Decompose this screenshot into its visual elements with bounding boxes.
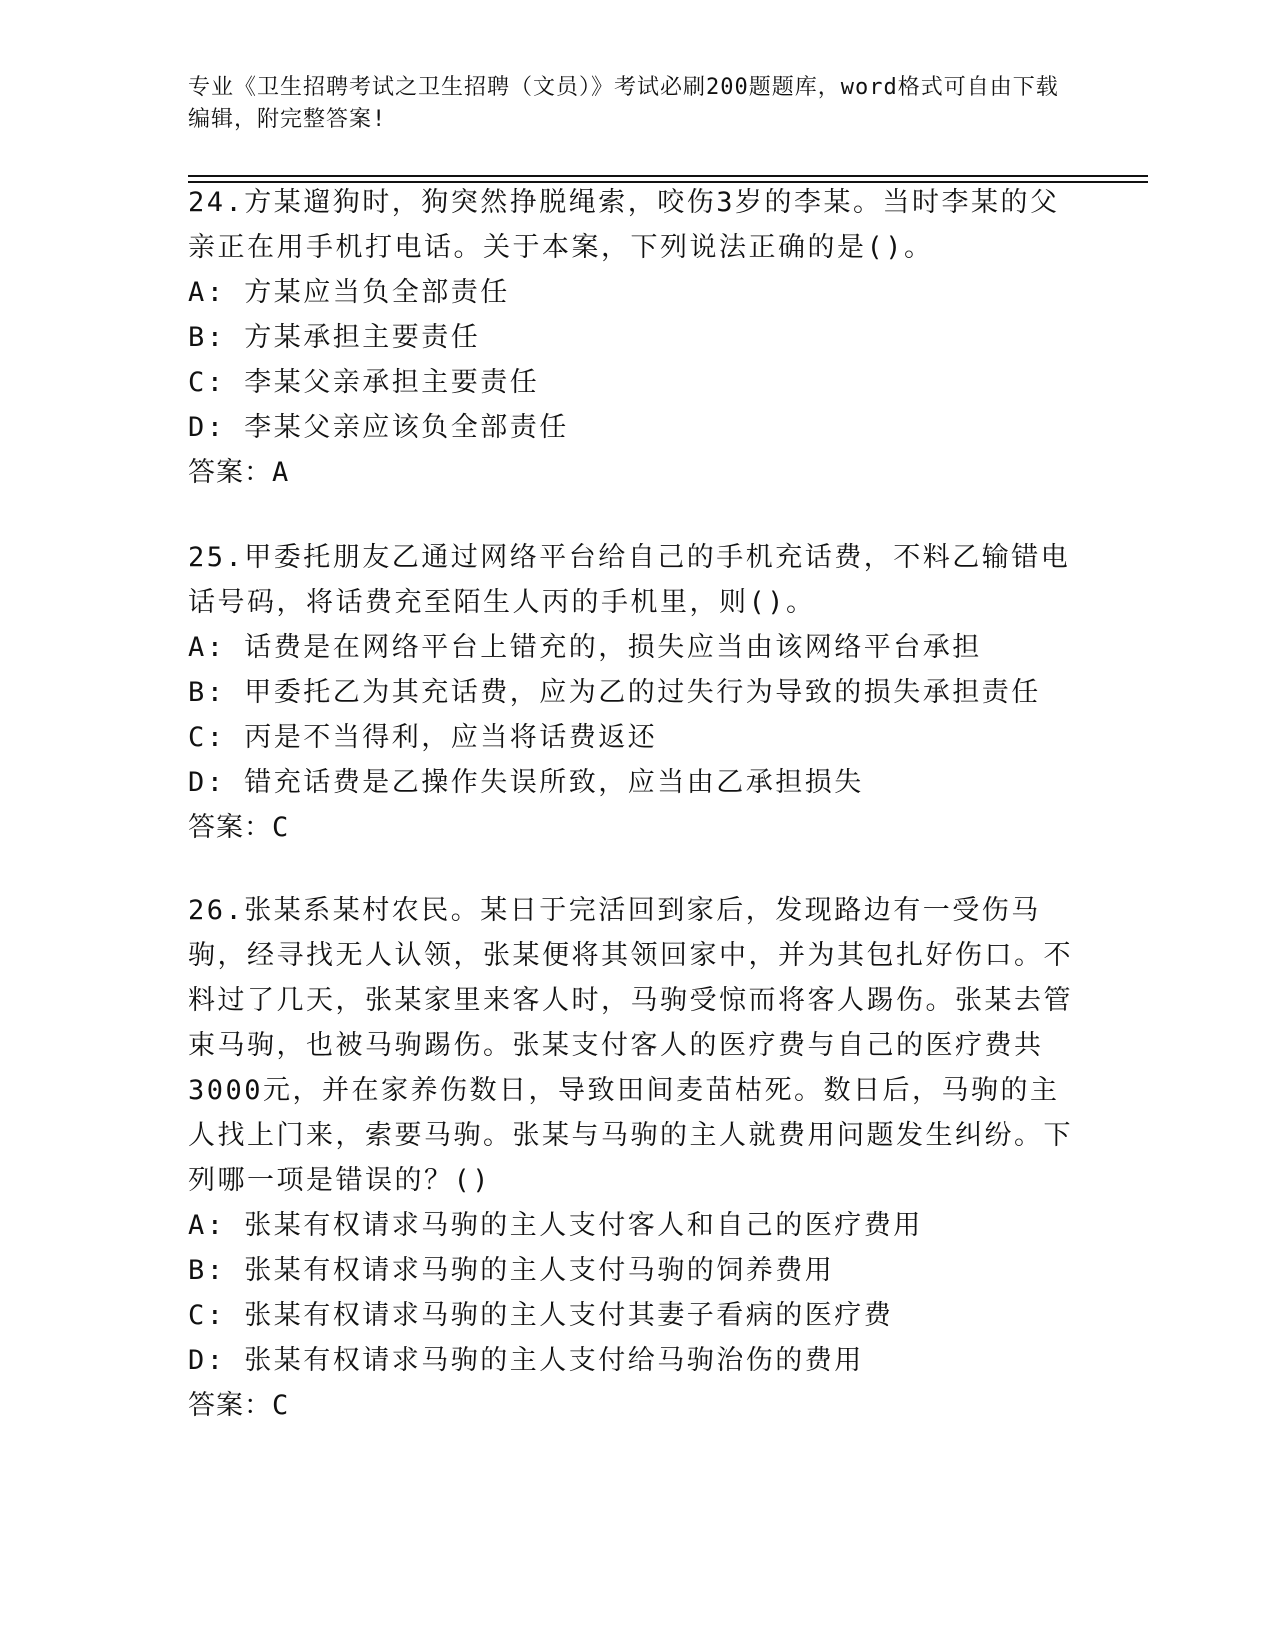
- option-b: B: 方某承担主要责任: [188, 322, 481, 353]
- option-a: A: 方某应当负全部责任: [188, 277, 510, 308]
- header-divider-top: [188, 175, 1148, 177]
- option-d: D: 李某父亲应该负全部责任: [188, 412, 569, 443]
- answer-label: 答案：: [188, 1390, 272, 1421]
- answer-value: C: [272, 812, 290, 843]
- option-d: D: 错充话费是乙操作失误所致，应当由乙承担损失: [188, 767, 864, 798]
- option-b: B: 甲委托乙为其充话费，应为乙的过失行为导致的损失承担责任: [188, 677, 1041, 708]
- question-25: [188, 535, 1088, 850]
- option-c: C: 李某父亲承担主要责任: [188, 367, 540, 398]
- question-text: 26.张某系某村农民。某日于完活回到家后，发现路边有一受伤马驹，经寻找无人认领，张某便将其领回家中，并为其包扎好伤口。不料过了几天，张某家里来客人时，马驹受惊而将客人踢伤。张某去管束马驹，也被马驹踢伤。张某支付客人的医疗费与自己的医疗费共3000元，并在家养伤数日，导致田间麦苗枯死。数日后，马驹的主人找上门来，索要马驹。张某与马驹的主人就费用问题发生纠纷。下列哪一项是错误的？(): [188, 895, 1073, 1196]
- option-a: A: 话费是在网络平台上错充的，损失应当由该网络平台承担: [188, 632, 982, 663]
- option-d: D: 张某有权请求马驹的主人支付给马驹治伤的费用: [188, 1345, 864, 1376]
- option-c: C: 张某有权请求马驹的主人支付其妻子看病的医疗费: [188, 1300, 894, 1331]
- option-a: A: 张某有权请求马驹的主人支付客人和自己的医疗费用: [188, 1210, 923, 1241]
- option-c: C: 丙是不当得利，应当将话费返还: [188, 722, 658, 753]
- answer-line: [188, 805, 1088, 850]
- question-26: [188, 888, 1088, 1428]
- question-text: 25.甲委托朋友乙通过网络平台给自己的手机充话费，不料乙输错电话号码，将话费充至陌生人丙的手机里，则()。: [188, 542, 1071, 618]
- answer-label: 答案：: [188, 457, 272, 488]
- answer-line: [188, 1383, 1088, 1428]
- question-text: 24.方某遛狗时，狗突然挣脱绳索，咬伤3岁的李某。当时李某的父亲正在用手机打电话。关于本案，下列说法正确的是()。: [188, 187, 1060, 263]
- document-header: 专业《卫生招聘考试之卫生招聘（文员）》考试必刷200题题库，word格式可自由下载编辑，附完整答案!: [188, 75, 1059, 132]
- answer-line: [188, 450, 1088, 495]
- option-b: B: 张某有权请求马驹的主人支付马驹的饲养费用: [188, 1255, 835, 1286]
- answer-value: A: [272, 457, 290, 488]
- question-24: [188, 180, 1088, 495]
- answer-label: 答案：: [188, 812, 272, 843]
- answer-value: C: [272, 1390, 290, 1421]
